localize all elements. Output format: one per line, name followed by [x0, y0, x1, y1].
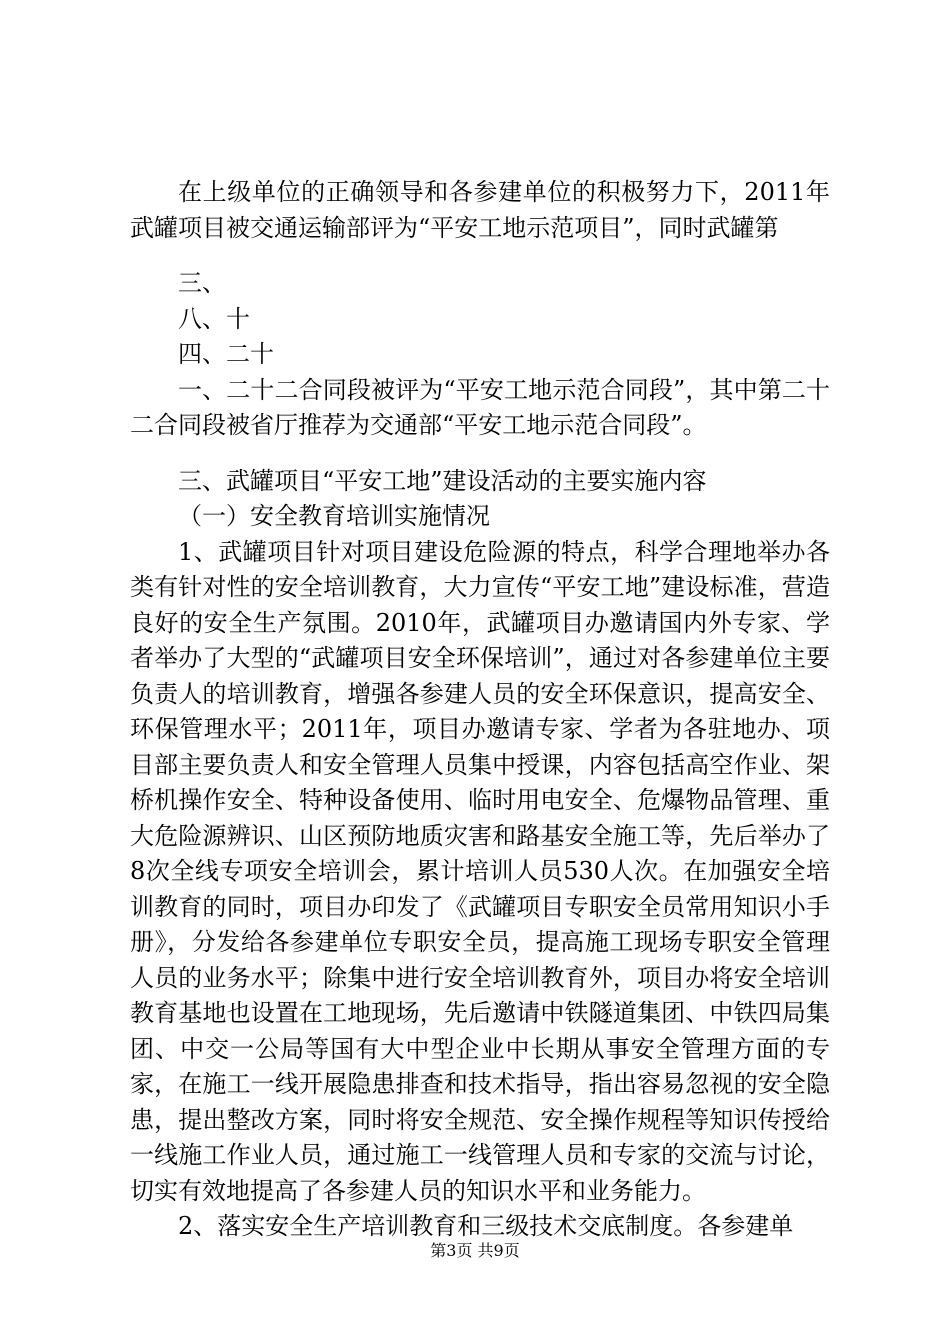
spacer: [130, 444, 830, 464]
page-number: 第3页 共9页: [430, 1241, 520, 1260]
paragraph-intro: 在上级单位的正确领导和各参建单位的积极努力下，2011年武罐项目被交通运输部评为“平安工地示范项目”，同时武罐第: [130, 178, 830, 242]
document-body: [130, 175, 830, 1245]
section-heading: 三、武罐项目“平安工地”建设活动的主要实施内容: [178, 466, 707, 495]
spacer: [130, 246, 830, 266]
subsection-heading: （一）安全教育培训实施情况: [178, 502, 490, 530]
paragraph-technical-briefing: 2、落实安全生产培训教育和三级技术交底制度。各参建单: [178, 1212, 794, 1240]
paragraph-fragment-3: 四、二十: [178, 340, 274, 368]
paragraph-fragment-1: 三、: [178, 269, 226, 297]
paragraph-fragment-2: 八、十: [178, 304, 250, 333]
paragraph-award: 一、二十二合同段被评为“平安工地示范合同段”，其中第二十二合同段被省厅推荐为交通部“平安工地示范合同段”。: [130, 375, 830, 439]
paragraph-training: 1、武罐项目针对项目建设危险源的特点，科学合理地举办各类有针对性的安全培训教育，大力宣传“平安工地”建设标准，营造良好的安全生产氛围。2010年，武罐项目办邀请国内外专家、学者举办了大型的“武罐项目安全环保培训”，通过对各参建单位主要负责人的培训教育，增强各参建人员的安全环保意识，提高安全、环保管理水平；2011年，项目办邀请专家、学者为各驻地办、项目部主要负责人和安全管理人员集中授课，内容包括高空作业、架桥机操作安全、特种设备使用、临时用电安全、危爆物品管理、重大危险源辨识、山区预防地质灾害和路基安全施工等，先后举办了8次全线专项安全培训会，累计培训人员530人次。在加强安全培训教育的同时，项目办印发了《武罐项目专职安全员常用知识小手册》，分发给各参建单位专职安全员，提高施工现场专职安全管理人员的业务水平；除集中进行安全培训教育外，项目办将安全培训教育基地也设置在工地现场，先后邀请中铁隧道集团、中铁四局集团、中交一公局等国有大中型企业中长期从事安全管理方面的专家，在施工一线开展隐患排查和技术指导，指出容易忽视的安全隐患，提出整改方案，同时将安全规范、安全操作规程等知识传授给一线施工作业人员，通过施工一线管理人员和专家的交流与讨论，切实有效地提高了各参建人员的知识水平和业务能力。: [130, 537, 830, 1205]
